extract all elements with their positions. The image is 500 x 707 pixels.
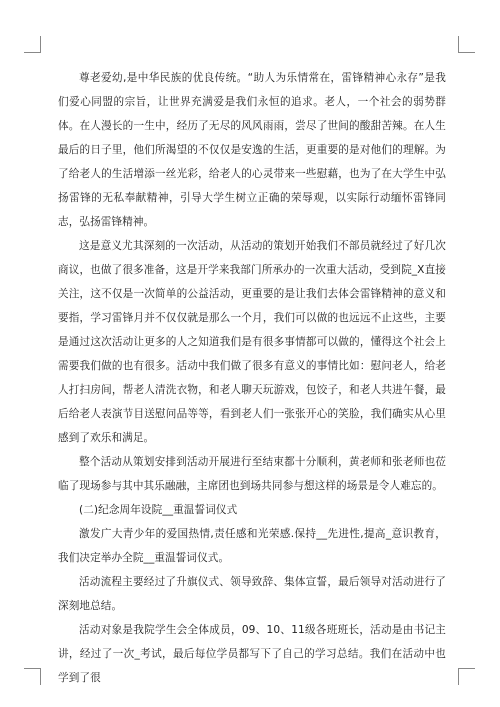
paragraph-activity-summary: 整个活动从策划安排到活动开展进行至结束都十分顺利，黄老师和张老师也莅临了现场参与其中其乐融融，主席团也到场共同参与想这样的场景是令人难忘的。 — [58, 456, 446, 492]
crop-mark-top-left — [24, 36, 41, 53]
section-heading-oath-ceremony: (二)纪念周年设院__重温誓词仪式 — [79, 504, 238, 516]
paragraph-ceremony-process: 活动流程主要经过了升旗仪式、领导致辞、集体宣誓，最后领导对活动进行了深刻地总结。 — [58, 576, 446, 612]
paragraph-ceremony-purpose: 激发广大青少年的爱国热情,责任感和光荣感.保持__先进性,提高_意识教育，我们决定举办全院__重温誓词仪式。 — [58, 528, 446, 564]
paragraph-activity-meaning: 这是意义尤其深刻的一次活动，从活动的策划开始我们不部员就经过了好几次商议，也做了很多准备，这是开学来我部门所承办的一次重大活动，受到院_X直接关注，这不仅是一次简单的公益活动，更重要的是让我们去体会雷锋精神的意义和要指，学习雷锋月并不仅仅就是那么一个月，我们可以做的也远远不止这些，主要是通过这次活动让更多的人之知道我们是有很多事情都可以做的，懂得这个社会上需要我们做的也有很多。活动中我们做了很多有意义的事情比如：慰问老人，给老人打扫房间，帮老人清洗衣物，和老人聊天玩游戏，包饺子，和老人共进午餐，最后给老人表演节目送慰问品等等，看到老人们一张张开心的笑脸，我们确实从心里感到了欢乐和满足。 — [58, 240, 446, 444]
document-body — [58, 66, 446, 690]
crop-mark-bottom-right — [458, 668, 475, 685]
crop-mark-top-right — [458, 36, 475, 53]
paragraph-ceremony-participants: 活动对象是我院学生会全体成员，09、10、11级各班班长，活动是由书记主讲，经过了一次_考试，最后每位学员都写下了自己的学习总结。我们在活动中也学到了很 — [58, 624, 446, 684]
crop-mark-bottom-left — [24, 668, 41, 685]
paragraph-respect-elders: 尊老爱幼,是中华民族的优良传统。“助人为乐情常在，雷锋精神心永存”是我们爱心同盟的宗旨，让世界充满爱是我们永恒的追求。老人，一个社会的弱势群体。在人漫长的一生中，经历了无尽的风风雨雨，尝尽了世间的酸甜苦辣。在人生最后的日子里，他们所渴望的不仅仅是安逸的生活，更重要的是对他们的理解。为了给老人的生活增添一丝光彩，给老人的心灵带来一些慰藉，也为了在大学生中弘扬雷锋的无私奉献精神，引导大学生树立正确的荣辱观，以实际行动缅怀雷锋同志，弘扬雷锋精神。 — [58, 72, 446, 228]
